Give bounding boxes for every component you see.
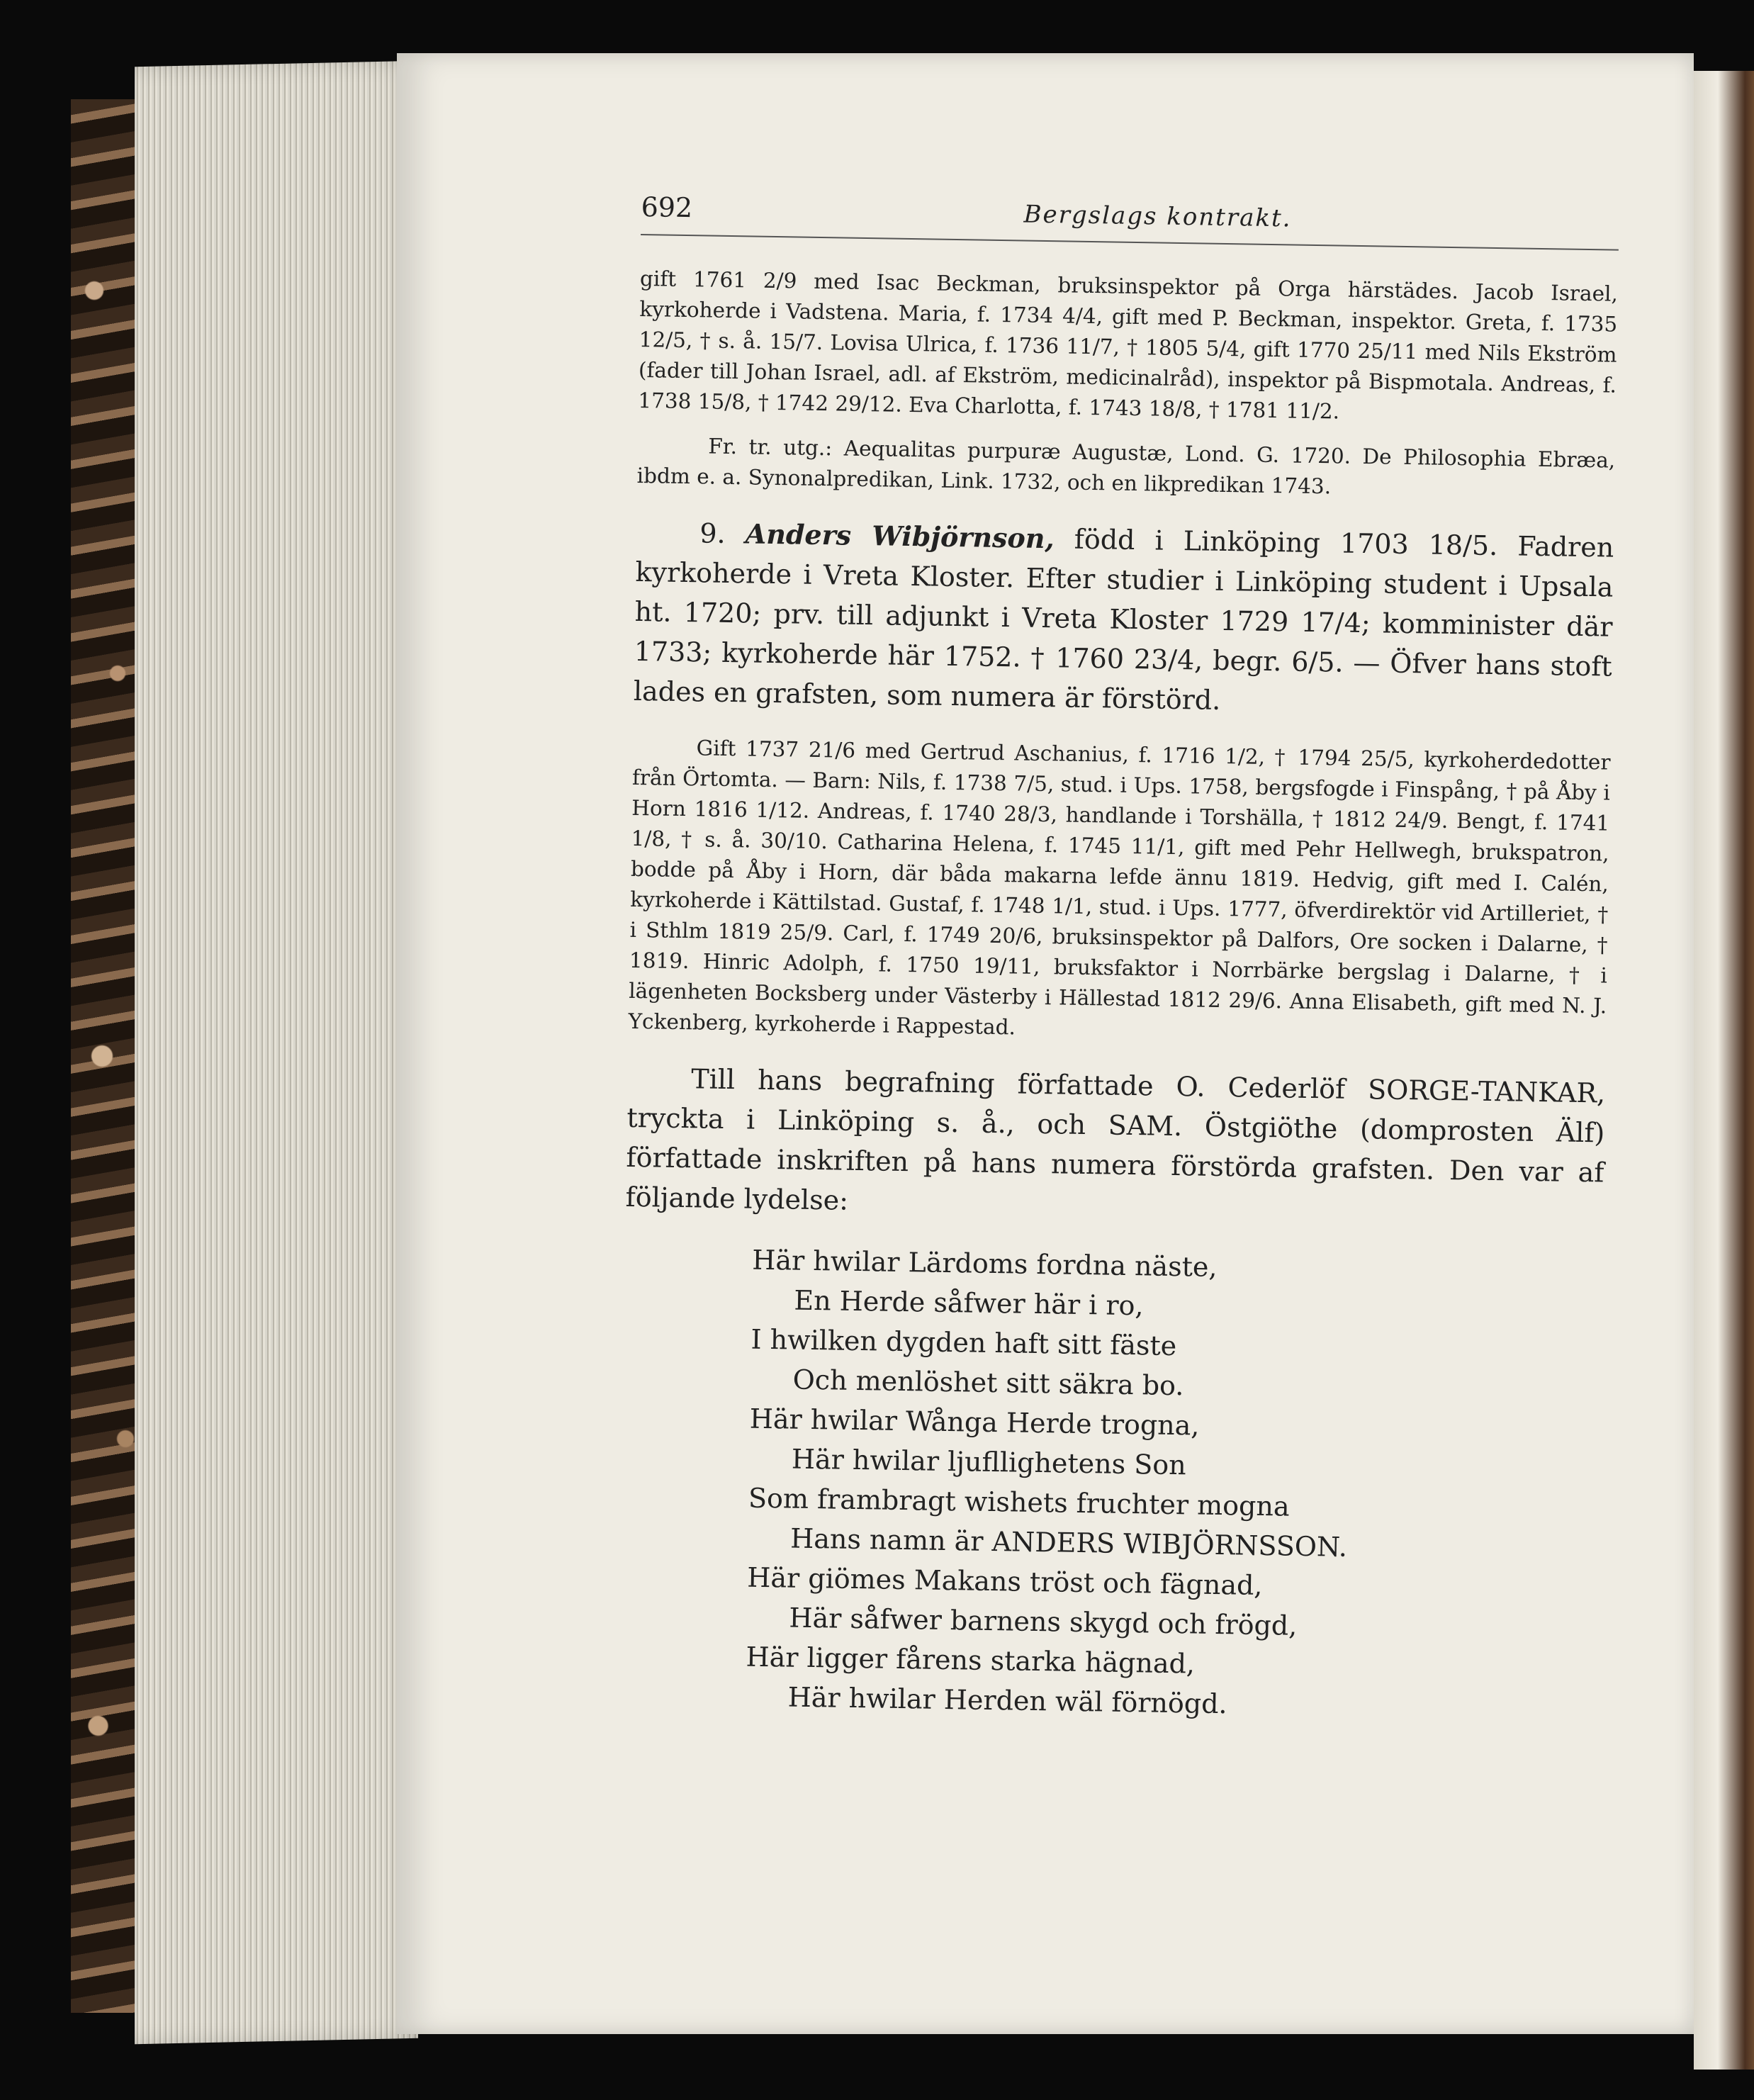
family-block (628, 732, 1611, 1052)
funeral-paragraph: Till hans begrafning författade O. Cederlöf SORGE-TANKAR, tryckta i Linköping s. å., och SAM. Östgiöthe (domprosten Älf) författade inskriften på hans numera förstörda grafsten. Den var af följande lydelse: (625, 1063, 1606, 1216)
poem-line: Och menlöshet sitt säkra bo. (792, 1364, 1184, 1402)
works-paragraph: Fr. tr. utg.: Aequalitas purpuræ Augustæ, Lond. G. 1720. De Philosophia Ebræa, ibdm e. a. Synonalpredikan, Link. 1732, och en likpredikan 1743. (636, 434, 1616, 499)
poem (745, 1240, 1602, 1730)
entry-number: 9. (699, 517, 726, 549)
running-head: Bergslags kontrakt. (1023, 200, 1292, 233)
entry-name: Anders Wibjörnson, (745, 517, 1055, 555)
poem-line: Hans namn är ANDERS WIBJÖRNSSON. (789, 1522, 1348, 1563)
page-text (617, 191, 1619, 1729)
entry-text: född i Linköping 1703 18/5. Fadren kyrkoherde i Vreta Kloster. Efter studier i Linköping student i Upsala ht. 1720; prv. till adjunkt i Vreta Kloster 1729 17/4; komminister där 1733; kyrkoherde här 1752. † 1760 23/4, begr. 6/5. — Öfver hans stoft lades en grafsten, som numera är förstörd. (633, 523, 1614, 716)
poem-line: Här hwilar ljufllighetens Son (791, 1443, 1187, 1481)
poem-line: Här ligger fårens starka hägnad, (746, 1641, 1196, 1680)
poem-line: I hwilken dygden haft sitt fäste (750, 1323, 1177, 1362)
top-block (636, 264, 1618, 507)
entry-9 (633, 512, 1614, 726)
poem-line: Här hwilar Wånga Herde trogna, (749, 1403, 1200, 1442)
page-number: 692 (641, 191, 693, 224)
family-text: Gift 1737 21/6 med Gertrud Aschanius, f. 1716 1/2, † 1794 25/5, kyrkoherdedotter från Örtomta. — Barn: Nils, f. 1738 7/5, stud. i Ups. 1758, bergsfogde i Finspång, † på Åby i Horn 1816 1/12. Andreas, f. 1740 28/3, handlande i Torshälla, † 1812 24/9. Bengt, f. 1741 1/8, † s. å. 30/10. Catharina Helena, f. 1745 11/1, gift med Pehr Hellwegh, brukspatron, bodde på Åby i Horn, där båda makarna lefde ännu 1819. Hedvig, gift med I. Calén, kyrkoherde i Kättilstad. Gustaf, f. 1748 1/1, stud. i Ups. 1777, öfverdirektör vid Artilleriet, † i Sthlm 1819 25/9. Carl, f. 1749 20/6, bruksinspektor på Dalfors, Ore socken i Dalarne, † 1819. Hinric Adolph, f. 1750 19/11, bruksfaktor i Norrbärke bergslag i Dalarne, † i lägenheten Bocksberg under Västerby i Hällestad 1812 29/6. Anna Elisabeth, gift med N. J. Yckenberg, kyrkoherde i Rappestad. (628, 736, 1611, 1040)
right-page-edge (1694, 71, 1754, 2070)
poem-line: Här hwilar Herden wäl förnögd. (787, 1681, 1227, 1720)
poem-line: Här såfwer barnens skygd och frögd, (789, 1602, 1298, 1641)
funeral-block (625, 1058, 1605, 1233)
page-edges (135, 61, 418, 2044)
poem-line: En Herde såfwer här i ro, (794, 1284, 1144, 1322)
family-paragraph: gift 1761 2/9 med Isac Beckman, bruksinspektor på Orga härstädes. Jacob Israel, kyrkoherde i Vadstena. Maria, f. 1734 4/4, gift med P. Beckman, inspektor. Greta, f. 1735 12/5, † s. å. 15/7. Lovisa Ulrica, f. 1736 11/7, † 1805 5/4, gift 1770 25/11 med Nils Ekström (fader till Johan Israel, adl. af Ekström, medicinalråd), inspektor på Bispmotala. Andreas, f. 1738 15/8, † 1742 29/12. Eva Charlotta, f. 1743 18/8, † 1781 11/2. (638, 266, 1619, 424)
poem-line: Som frambragt wishets fruchter mogna (748, 1482, 1290, 1522)
entry-paragraph (633, 512, 1614, 726)
poem-line: Här hwilar Lärdoms fordna näste, (751, 1244, 1218, 1283)
poem-line: Här giömes Makans tröst och fägnad, (746, 1561, 1263, 1602)
